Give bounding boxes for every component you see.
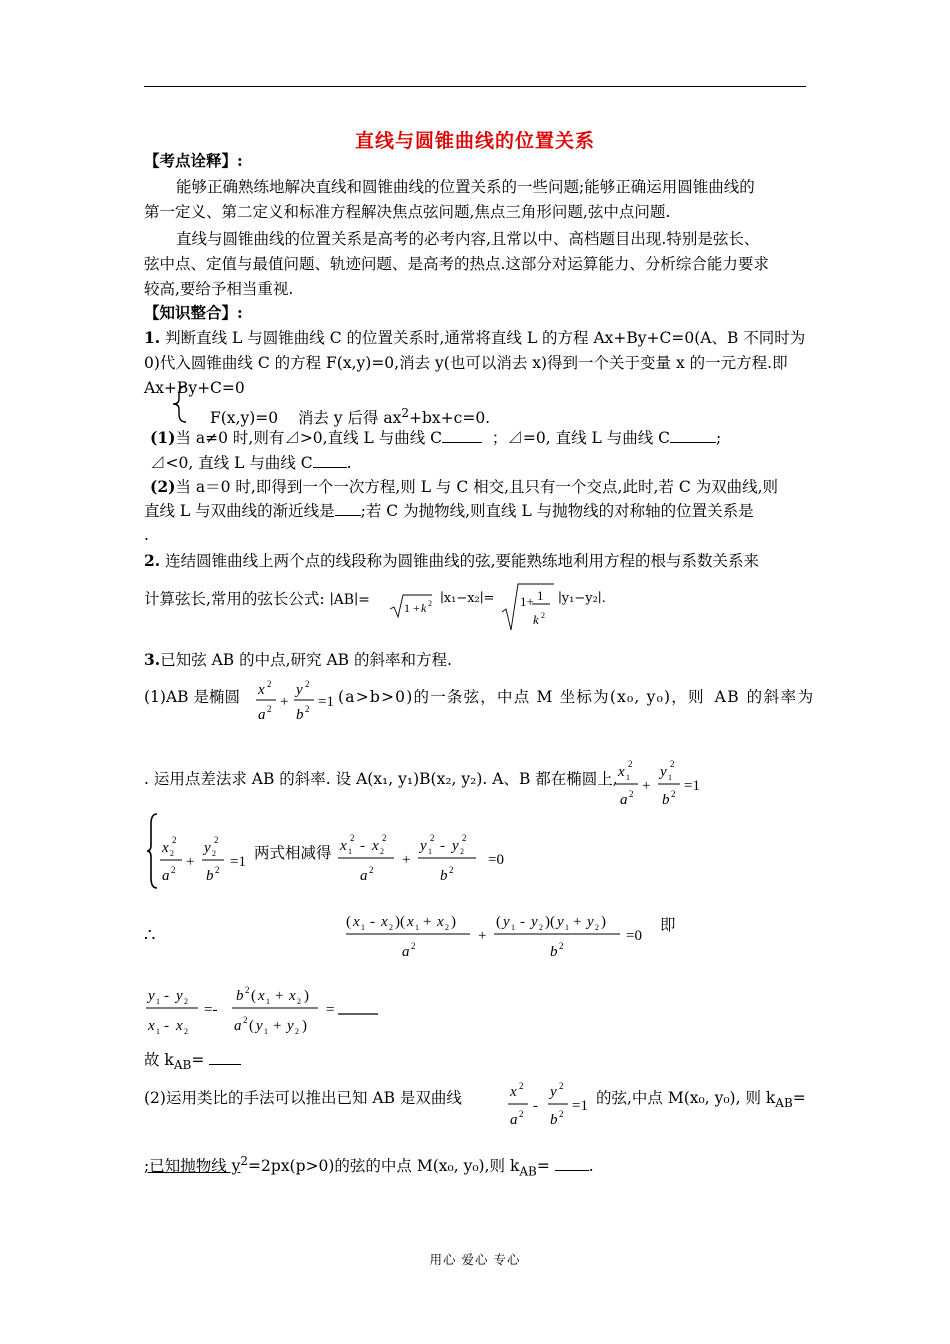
- svg-text:2: 2: [171, 865, 176, 875]
- svg-text:2: 2: [382, 833, 387, 843]
- header-rule: [144, 86, 806, 87]
- case-2-line-3: .: [144, 526, 149, 544]
- chord-formula-mid: ∣x₁−x₂∣=: [440, 591, 495, 606]
- left-brace-icon: [145, 812, 159, 890]
- sqrt-1-plus-k2: [386, 583, 436, 623]
- svg-text:y: y: [287, 1018, 294, 1034]
- svg-text:y: y: [420, 838, 427, 854]
- svg-text:2: 2: [170, 849, 174, 858]
- svg-text:1: 1: [626, 773, 630, 782]
- svg-text:2: 2: [184, 997, 188, 1006]
- slope-subscript: AB: [519, 1164, 537, 1179]
- svg-text:b: b: [236, 988, 244, 1004]
- svg-text:2: 2: [629, 789, 634, 799]
- svg-text:2: 2: [462, 833, 467, 843]
- answer-blank[interactable]: [555, 1155, 589, 1171]
- svg-text:): ): [302, 1018, 307, 1034]
- slope-subscript: AB: [775, 1096, 793, 1111]
- svg-text:b: b: [550, 1112, 558, 1128]
- svg-text:1: 1: [428, 847, 432, 856]
- svg-text:y: y: [587, 914, 594, 930]
- svg-text:2: 2: [305, 704, 310, 714]
- svg-text:2: 2: [430, 833, 435, 843]
- case-number: (2): [150, 477, 176, 496]
- namely-text: 即: [660, 916, 676, 934]
- item-text: =2px(p>0)的弦的中点 M(x₀, y₀),则 k: [248, 1157, 520, 1176]
- svg-text:-: -: [533, 1098, 538, 1114]
- svg-text:x: x: [372, 838, 379, 854]
- svg-text:x: x: [258, 988, 265, 1004]
- svg-text:b: b: [440, 868, 448, 884]
- svg-text:2: 2: [212, 849, 216, 858]
- svg-text:y: y: [176, 988, 183, 1004]
- svg-text:2: 2: [215, 865, 220, 875]
- svg-text:k: k: [533, 612, 539, 627]
- item-2-line-1: [144, 550, 759, 572]
- svg-text:2: 2: [369, 865, 374, 875]
- svg-text:b: b: [206, 868, 214, 884]
- svg-text:2: 2: [671, 789, 676, 799]
- svg-text:-: -: [370, 914, 375, 930]
- ellipse-midpoint-text: [338, 686, 815, 708]
- svg-text:2: 2: [559, 1109, 564, 1119]
- svg-text:-: -: [164, 988, 169, 1004]
- svg-text:b: b: [550, 944, 558, 960]
- svg-text:2: 2: [559, 1081, 564, 1091]
- svg-text:=1: =1: [318, 694, 334, 710]
- system-equation-1: Ax+By+C=0: [144, 379, 245, 397]
- svg-text:1: 1: [537, 588, 544, 603]
- item-text: 已知弦 AB 的中点,研究 AB 的斜率和方程.: [160, 651, 452, 669]
- chord-formula-rhs: ∣y₁−y₂∣.: [558, 591, 606, 606]
- svg-text:x: x: [353, 914, 360, 930]
- svg-text:2: 2: [297, 997, 301, 1006]
- svg-text:x: x: [407, 914, 414, 930]
- svg-text:y: y: [256, 1018, 263, 1034]
- item-text: 判断直线 L 与圆锥曲线 C 的位置关系时,通常将直线 L 的方程 Ax+By+C=0(A、B 不同时为: [165, 329, 806, 347]
- svg-text:1: 1: [361, 923, 365, 932]
- svg-text:1: 1: [266, 997, 270, 1006]
- svg-text:+: +: [642, 778, 651, 794]
- svg-text:=: =: [326, 1002, 335, 1018]
- svg-text:2: 2: [519, 1081, 524, 1091]
- svg-text:2: 2: [411, 941, 416, 951]
- left-brace-icon: [170, 384, 190, 424]
- hyperbola-equation: [506, 1078, 602, 1134]
- sqrt-1-plus-inv-k2: [498, 578, 558, 634]
- svg-text:x: x: [258, 682, 265, 698]
- item-1-line-1: [144, 327, 805, 349]
- svg-text:(: (: [251, 988, 256, 1004]
- system-equation-2: F(x,y)=0 消去 y 后得 $ax^2+bx+c=0$.: [210, 406, 491, 428]
- paragraph-line: 弦中点、定值与最值问题、轨迹问题、是高考的热点.这部分对运算能力、分析综合能力要求: [144, 255, 769, 273]
- svg-text:y: y: [296, 682, 303, 698]
- svg-text:=-: =-: [204, 1002, 218, 1018]
- svg-text:2: 2: [628, 759, 633, 769]
- svg-text:): ): [601, 914, 606, 930]
- svg-text:y: y: [503, 914, 510, 930]
- svg-text:y: y: [148, 988, 155, 1004]
- equation-f: F(x,y)=0: [210, 409, 279, 428]
- item-text: (a>b>0)的一条弦，中点 M 坐标为(x₀, y₀)，则: [338, 688, 705, 706]
- subtract-text: 两式相减得: [254, 844, 332, 862]
- svg-text:a: a: [234, 1018, 242, 1034]
- case-text: 当 a＝0 时,即得到一个一次方程,则 L 与 C 相交,且只有一个交点,此时,若 C 为双曲线,则: [175, 478, 779, 496]
- svg-text:=1: =1: [572, 1098, 588, 1114]
- svg-text:2: 2: [380, 847, 384, 856]
- case-text: ；⊿=0, 直线 L 与曲线 C: [491, 429, 671, 447]
- answer-blank[interactable]: [442, 427, 482, 443]
- item-text: 计算弦长,常用的弦长公式:: [144, 590, 325, 608]
- svg-text:2: 2: [184, 1027, 188, 1036]
- svg-text:y: y: [660, 764, 667, 780]
- slope-eq: =: [191, 1051, 205, 1069]
- case-text: 当 a≠0 时,则有⊿>0,直线 L 与曲线 C: [175, 429, 443, 447]
- svg-text:1: 1: [415, 923, 419, 932]
- svg-text:+: +: [573, 914, 582, 930]
- svg-text:b: b: [662, 792, 670, 808]
- slope-eq: =: [792, 1089, 806, 1107]
- point-a-on-ellipse-equation: [614, 756, 714, 812]
- svg-text:=1: =1: [230, 854, 246, 870]
- subtracted-equation: [336, 828, 526, 890]
- answer-blank[interactable]: [670, 427, 716, 443]
- page-footer: 用心 爱心 专心: [429, 1252, 521, 1267]
- svg-text:=0: =0: [626, 928, 642, 944]
- svg-text:)(: )(: [395, 914, 405, 930]
- ellipse-intro: (1)AB 是椭圆: [144, 688, 240, 706]
- svg-text:y: y: [452, 838, 459, 854]
- svg-text:a: a: [162, 868, 170, 884]
- svg-text:-: -: [520, 914, 525, 930]
- svg-text:a: a: [620, 792, 628, 808]
- section-heading-knowledge: 【知识整合】:: [144, 303, 243, 322]
- svg-text:x: x: [148, 1018, 155, 1034]
- point-difference-text: . 运用点差法求 AB 的斜率. 设 A(x₁, y₁)B(x₂, y₂). A、B 都在椭圆上,: [144, 770, 618, 788]
- svg-text:a: a: [510, 1112, 518, 1128]
- svg-text:y: y: [557, 914, 564, 930]
- svg-text:=1: =1: [684, 778, 700, 794]
- svg-text:2: 2: [428, 599, 432, 608]
- svg-text:=0: =0: [488, 852, 504, 868]
- svg-text:+: +: [478, 928, 487, 944]
- slope-subscript: AB: [173, 1058, 192, 1073]
- svg-text:2: 2: [389, 923, 393, 932]
- svg-text:(: (: [249, 1018, 254, 1034]
- svg-text:a: a: [360, 868, 368, 884]
- svg-text:2: 2: [350, 833, 355, 843]
- svg-text:2: 2: [449, 865, 454, 875]
- svg-text:-: -: [164, 1018, 169, 1034]
- svg-text:x: x: [162, 840, 169, 856]
- svg-text:2: 2: [295, 1027, 299, 1036]
- therefore-symbol: ∴: [144, 925, 156, 946]
- case-text: 直线 L 与双曲线的渐近线是: [144, 502, 335, 520]
- item-text: ;已知抛物线 y: [144, 1157, 241, 1176]
- hyperbola-intro: (2)运用类比的手法可以推出已知 AB 是双曲线: [144, 1089, 462, 1107]
- svg-text:2: 2: [172, 835, 177, 845]
- svg-text:)(: )(: [545, 914, 555, 930]
- svg-text:(: (: [346, 914, 351, 930]
- svg-text:2: 2: [267, 679, 272, 689]
- svg-text:+: +: [275, 988, 284, 1004]
- case-1-line-1: (1)当 a≠0 时,则有⊿>0,直线 L 与曲线 C ；⊿=0, 直线 L 与曲线 C ;: [150, 428, 722, 447]
- item-3-line-1: [144, 649, 452, 671]
- svg-text:1: 1: [156, 997, 160, 1006]
- svg-text:2: 2: [670, 759, 675, 769]
- svg-text:2: 2: [519, 1109, 524, 1119]
- svg-text:k: k: [421, 601, 427, 615]
- paragraph-line: 较高,要给予相当重视.: [144, 280, 294, 298]
- svg-text:+: +: [186, 854, 195, 870]
- case-text: ⊿<0, 直线 L 与曲线 C: [150, 454, 313, 472]
- hyperbola-midpoint-text: [596, 1087, 806, 1114]
- svg-text:x: x: [340, 838, 347, 854]
- svg-text:-: -: [440, 838, 445, 854]
- section-heading-exam-points: 【考点诠释】:: [144, 151, 243, 170]
- svg-text:2: 2: [559, 941, 564, 951]
- svg-text:a: a: [402, 944, 410, 960]
- svg-text:1: 1: [565, 923, 569, 932]
- svg-text:-: -: [360, 838, 365, 854]
- svg-text:1: 1: [511, 923, 515, 932]
- slope-equation: [144, 978, 384, 1038]
- equation-eliminate: 消去 y 后得 ax: [297, 409, 402, 428]
- svg-text:2: 2: [445, 923, 449, 932]
- svg-text:+: +: [402, 852, 411, 868]
- slope-answer-line: [144, 1049, 241, 1076]
- svg-text:2: 2: [460, 847, 464, 856]
- slope-label: 故 k: [144, 1051, 174, 1069]
- answer-blank[interactable]: [209, 1049, 241, 1065]
- svg-text:x: x: [510, 1084, 517, 1100]
- svg-text:x: x: [437, 914, 444, 930]
- svg-text:2: 2: [305, 679, 310, 689]
- svg-text:): ): [304, 988, 309, 1004]
- item-text: 连结圆锥曲线上两个点的线段称为圆锥曲线的弦,要能熟练地利用方程的根与系数关系来: [165, 552, 760, 570]
- svg-text:1: 1: [348, 847, 352, 856]
- equation-eliminate-tail: +bx+c=0.: [409, 409, 491, 428]
- item-1-line-2: 0)代入圆锥曲线 C 的方程 F(x,y)=0,消去 y(也可以消去 x)得到一个关于变量 x 的一元方程.即: [144, 354, 788, 372]
- svg-text:a: a: [258, 707, 266, 723]
- parabola-line: ;已知抛物线 $y^2=2px(p>0)$的弦的中点 M(x₀, y₀),则 $k_{AB}=$ .: [144, 1154, 594, 1179]
- svg-text:x: x: [289, 988, 296, 1004]
- item-number: 2.: [144, 551, 161, 570]
- item-text: AB 的斜率为: [714, 688, 815, 706]
- svg-text:x: x: [176, 1018, 183, 1034]
- svg-text:1 +: 1 +: [404, 601, 420, 615]
- answer-blank[interactable]: [335, 500, 361, 516]
- answer-blank[interactable]: [313, 452, 347, 468]
- svg-text:+: +: [273, 1018, 282, 1034]
- svg-text:1: 1: [264, 1027, 268, 1036]
- svg-text:y: y: [531, 914, 538, 930]
- item-number: 1.: [144, 328, 161, 347]
- svg-text:2: 2: [214, 835, 219, 845]
- svg-text:b: b: [296, 707, 304, 723]
- page-title: 直线与圆锥曲线的位置关系: [354, 130, 595, 152]
- slope-eq: =: [536, 1157, 550, 1176]
- paragraph-line: 第一定义、第二定义和标准方程解决焦点弦问题,焦点三角形问题,弦中点问题.: [144, 203, 671, 221]
- case-number: (1): [150, 428, 176, 447]
- svg-text:2: 2: [539, 923, 543, 932]
- case-2-line-2: [144, 500, 754, 522]
- svg-text:2: 2: [243, 1015, 248, 1025]
- svg-text:2: 2: [595, 923, 599, 932]
- svg-text:1: 1: [156, 1027, 160, 1036]
- case-2-line-1: [150, 476, 778, 498]
- item-number: 3.: [144, 650, 161, 669]
- point-b-on-ellipse-equation: [158, 830, 258, 888]
- item-2-line-2: [144, 588, 370, 611]
- case-text: ;若 C 为抛物线,则直线 L 与抛物线的对称轴的位置关系是: [360, 502, 754, 520]
- svg-text:+: +: [423, 914, 432, 930]
- svg-text:1+: 1+: [520, 594, 534, 609]
- paragraph-line: 直线与圆锥曲线的位置关系是高考的必考内容,且常以中、高档题目出现.特别是弦长、: [176, 230, 760, 248]
- svg-text:+: +: [280, 694, 289, 710]
- svg-text:2: 2: [541, 611, 545, 620]
- svg-text:x: x: [618, 764, 625, 780]
- paragraph-line: 能够正确熟练地解决直线和圆锥曲线的位置关系的一些问题;能够正确运用圆锥曲线的: [176, 178, 755, 196]
- svg-text:y: y: [204, 840, 211, 856]
- svg-text:2: 2: [245, 985, 250, 995]
- ellipse-equation: [254, 676, 344, 728]
- svg-text:(: (: [496, 914, 501, 930]
- svg-text:y: y: [550, 1084, 557, 1100]
- svg-text:2: 2: [267, 704, 272, 714]
- svg-text:1: 1: [668, 773, 672, 782]
- svg-text:): ): [451, 914, 456, 930]
- chord-formula-lhs: ∣AB∣=: [329, 592, 370, 608]
- item-text: 的弦,中点 M(x₀, y₀), 则 k: [596, 1089, 776, 1107]
- factored-equation: [344, 904, 664, 964]
- svg-text:x: x: [381, 914, 388, 930]
- case-1-line-2: ⊿<0, 直线 L 与曲线 C .: [150, 454, 352, 472]
